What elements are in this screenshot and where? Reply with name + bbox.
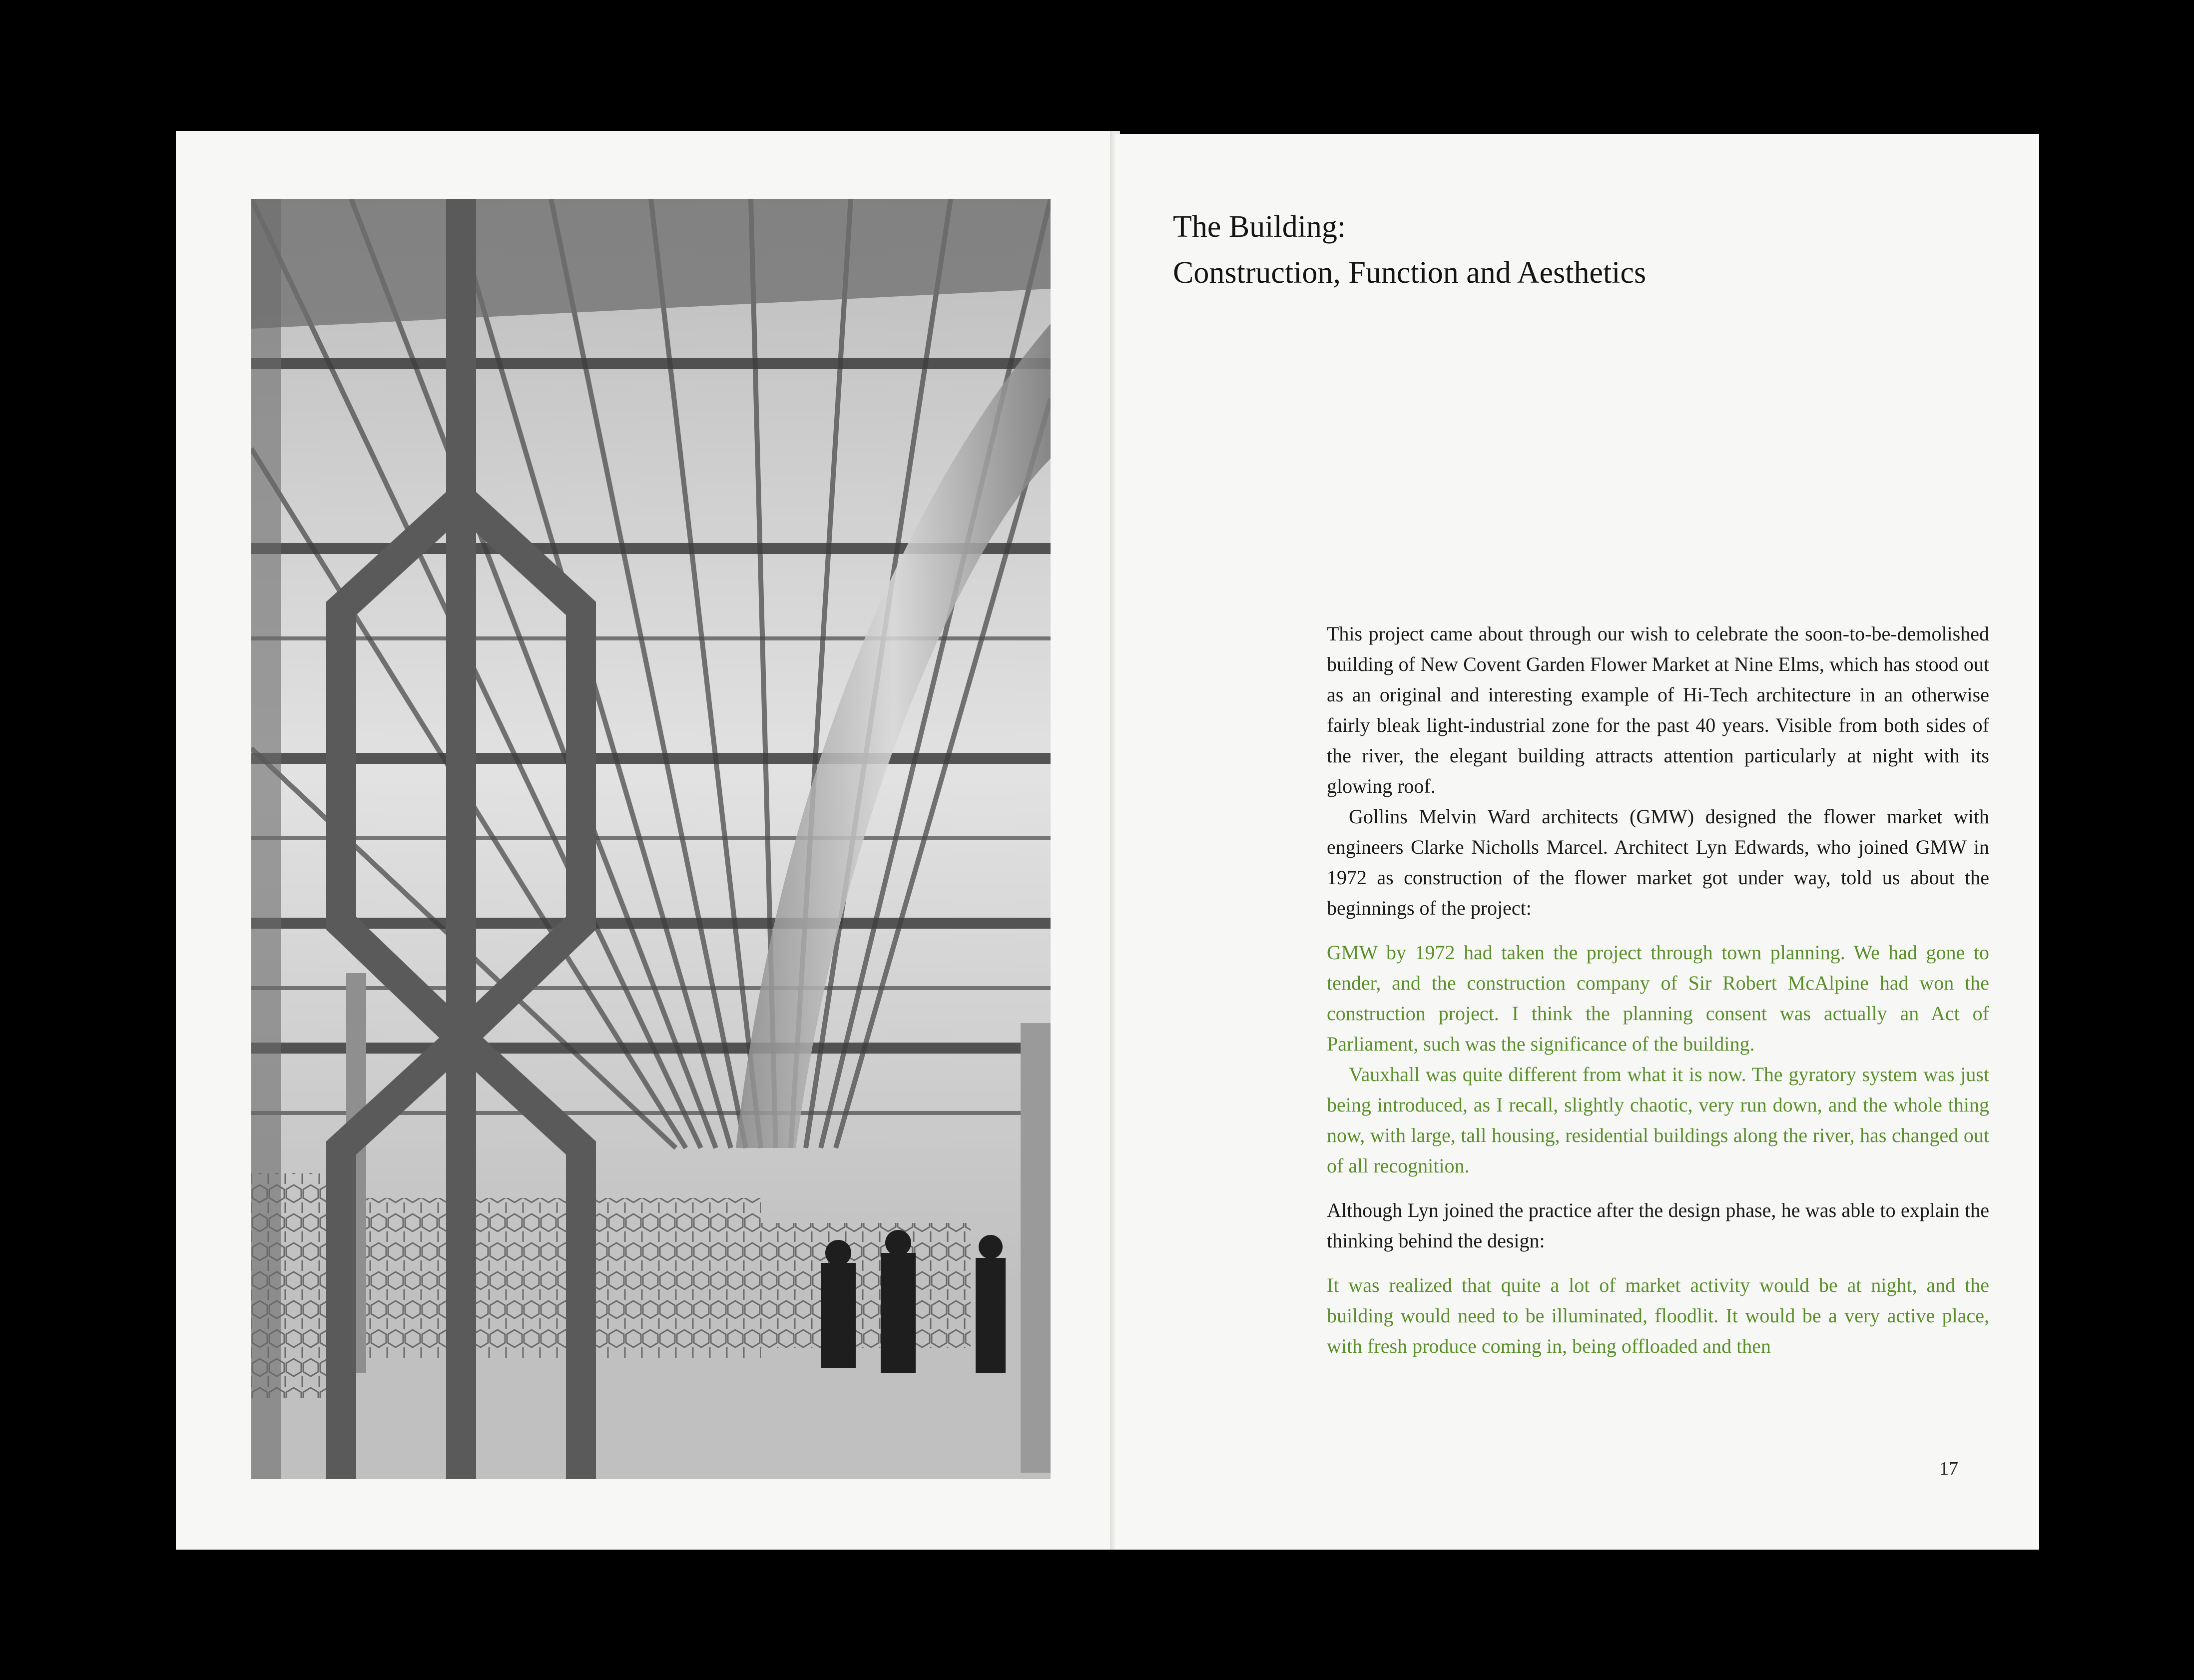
heading-line-1: The Building: xyxy=(1173,210,1346,244)
quote-1-paragraph-1: GMW by 1972 had taken the project through town planning. We had gone to tender, and the construction company of Sir Robert McAlpine had won the construction project. I think the planning consent was actually an Act of Parliament, such was the significance of the building. xyxy=(1327,941,1989,1055)
paragraph-1: This project came about through our wish to celebrate the soon-to-be-demolished building of New Covent Garden Flower Market at Nine Elms, which has stood out as an original and interesting example of Hi-Tech architecture in an otherwise fairly bleak light-industrial zone for the past 40 years. Visible from both sides of the river, the elegant building attracts attention particularly at night with its glowing roof. xyxy=(1327,622,1989,797)
right-page xyxy=(1115,134,2039,1550)
quote-2: It was realized that quite a lot of market activity would be at night, and the building would need to be illuminated, floodlit. It would be a very active place, with fresh produce coming in, being offloaded and then xyxy=(1327,1274,1989,1357)
quote-1-paragraph-2: Vauxhall was quite different from what it is now. The gyratory system was just being introduced, as I recall, slightly chaotic, very run down, and the whole thing now, with large, tall housing, residential buildings along the river, has changed out of all recognition. xyxy=(1327,1063,1989,1177)
paragraph-2: Gollins Melvin Ward architects (GMW) designed the flower market with engineers Clarke Nicholls Marcel. Architect Lyn Edwards, who joined GMW in 1972 as construction of the flower market got under way, told us about the beginnings of the project: xyxy=(1327,805,1989,919)
page-number: 17 xyxy=(1939,1458,1958,1479)
heading-line-2: Construction, Function and Aesthetics xyxy=(1173,256,1646,290)
paragraph-3: Although Lyn joined the practice after the design phase, he was able to explain the thinking behind the design: xyxy=(1327,1199,1989,1252)
market-interior-photo xyxy=(251,199,1051,1479)
left-page xyxy=(176,131,1115,1550)
body-text xyxy=(1327,618,1989,1361)
chapter-heading xyxy=(1173,204,1646,296)
